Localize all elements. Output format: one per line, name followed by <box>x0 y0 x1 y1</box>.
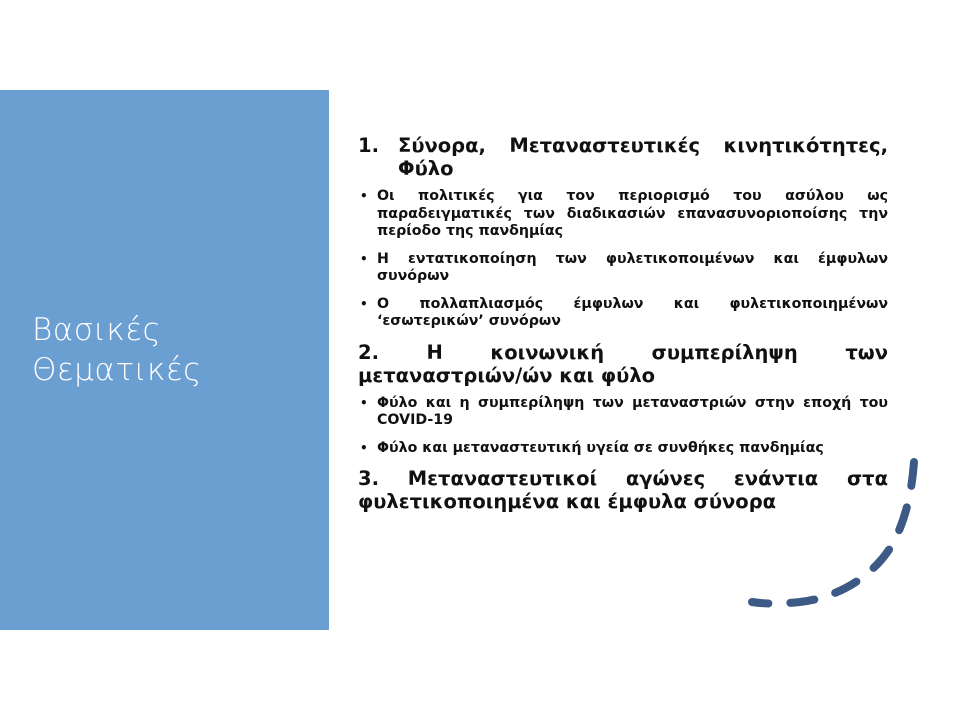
bullet-text: Φύλο και η συμπερίληψη των μεταναστριών στην εποχή του COVID-19 <box>377 394 888 428</box>
bullet-icon: • <box>360 251 368 266</box>
section-1-heading <box>358 134 888 180</box>
bullet-icon: • <box>360 395 368 410</box>
slide-title-line2: Θεματικές <box>32 352 202 388</box>
section-1-heading-text: Σύνορα, Μεταναστευτικές κινητικότητες, Φύλο <box>398 134 888 180</box>
section-1-bullets <box>358 188 888 331</box>
section-3-heading: 3. Μεταναστευτικοί αγώνες ενάντια στα φυλετικοποιημένα και έμφυλα σύνορα <box>358 467 888 513</box>
list-item <box>358 395 888 430</box>
dashed-arc-decoration <box>740 450 940 620</box>
bullet-icon: • <box>360 440 368 455</box>
section-2-heading: 2. Η κοινωνική συμπερίληψη των μεταναστριών/ών και φύλο <box>358 340 888 387</box>
bullet-text: Ο πολλαπλιασμός έμφυλων και φυλετικοποιημένων ‘εσωτερικών’ συνόρων <box>377 295 888 329</box>
bullet-text: Η εντατικοποίηση των φυλετικοποιμένων και έμφυλων συνόρων <box>377 250 888 284</box>
list-item <box>358 188 888 241</box>
section-2-bullets <box>358 395 888 458</box>
slide-title-line1: Βασικές <box>32 312 162 348</box>
section-1-number: 1. <box>358 134 379 157</box>
bullet-text: Φύλο και μεταναστευτική υγεία σε συνθήκες πανδημίας <box>377 439 824 456</box>
list-item <box>358 296 888 331</box>
dashed-arc-path <box>752 462 914 604</box>
bullet-icon: • <box>360 189 368 203</box>
list-item <box>358 251 888 286</box>
bullet-icon: • <box>360 296 368 311</box>
bullet-text: Οι πολιτικές για τον περιορισμό του ασύλου ως παραδειγματικές των διαδικασιών επανασυνοριοποίσης την περίοδο της πανδημίας <box>377 188 888 239</box>
slide-title <box>32 310 312 390</box>
